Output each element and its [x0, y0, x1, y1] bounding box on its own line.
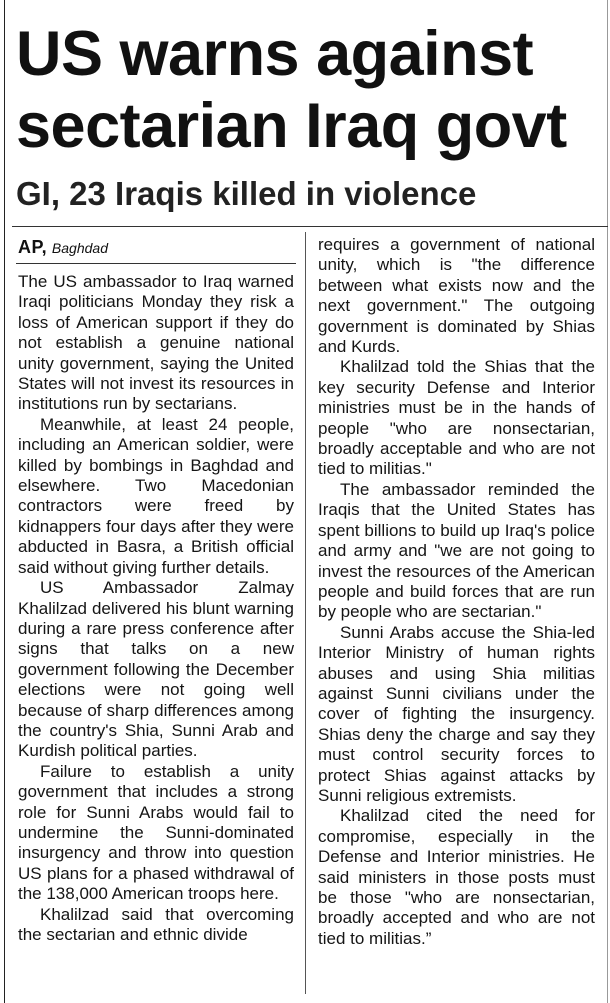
page-border-right [607, 0, 608, 1003]
paragraph: The US ambassador to Iraq warned Iraqi politicians Monday they risk a loss of American support if they do not establish a genuine national unity government, saying the United States will not invest its resources in institutions run by sectarians. [18, 272, 294, 414]
subheadline: GI, 23 Iraqis killed in violence [16, 175, 477, 212]
byline-rule [16, 263, 296, 264]
byline [18, 236, 294, 260]
paragraph: Sunni Arabs accuse the Shia-led Interior Ministry of human rights abuses and using Shia militias against Sunni civilians under the cover of fighting the insurgency. Shias deny the charge and say they must control security forces to protect Shias against attacks by Sunni religious extremists. [318, 622, 595, 805]
page-border-left [4, 0, 5, 1003]
paragraph: The ambassador reminded the Iraqis that the United States has spent billions to build up Iraq's police and army and "we are not going to invest the resources of the American people and build forces that are run by people who are sectarian." [318, 479, 595, 622]
article-column-right [318, 235, 595, 949]
paragraph: Failure to establish a unity government that includes a strong role for Sunni Arabs would fail to undermine the Sunni-dominated insurgency and throw into question US plans for a phased withdrawal of the 138,000 American troops here. [18, 761, 294, 904]
paragraph: Meanwhile, at least 24 people, including an American soldier, were killed by bombings in Baghdad and elsewhere. Two Macedonian contractors were freed by kidnappers four days after they were abducted in Basra, a British official said without giving further details. [18, 414, 294, 577]
headline: US warns against sectarian Iraq govt [16, 19, 567, 161]
column-divider [305, 232, 306, 994]
byline-agency: AP, [18, 237, 48, 257]
paragraph: requires a government of national unity, which is "the difference between what exists now and the next government." The outgoing government is dominated by Shias and Kurds. [318, 235, 595, 357]
paragraph: Khalilzad cited the need for compromise, especially in the Defense and Interior ministries. He said ministers in those posts must be those "who are nonsectarian, broadly accepted and who are not tied to militias.” [318, 806, 595, 948]
byline-location: Baghdad [51, 240, 108, 256]
paragraph: Khalilzad said that overcoming the sectarian and ethnic divide [18, 904, 294, 944]
paragraph: US Ambassador Zalmay Khalilzad delivered his blunt warning during a rare press conference after signs that talks on a new government following the December elections were not going well because of sharp differences among the country's Shia, Sunni Arab and Kurdish political parties. [18, 578, 294, 761]
article-column-left [18, 272, 294, 945]
headline-rule [12, 226, 608, 227]
paragraph: Khalilzad told the Shias that the key security Defense and Interior ministries must be in the hands of people "who are nonsectarian, broadly acceptable and who are not tied to militias." [318, 357, 595, 479]
